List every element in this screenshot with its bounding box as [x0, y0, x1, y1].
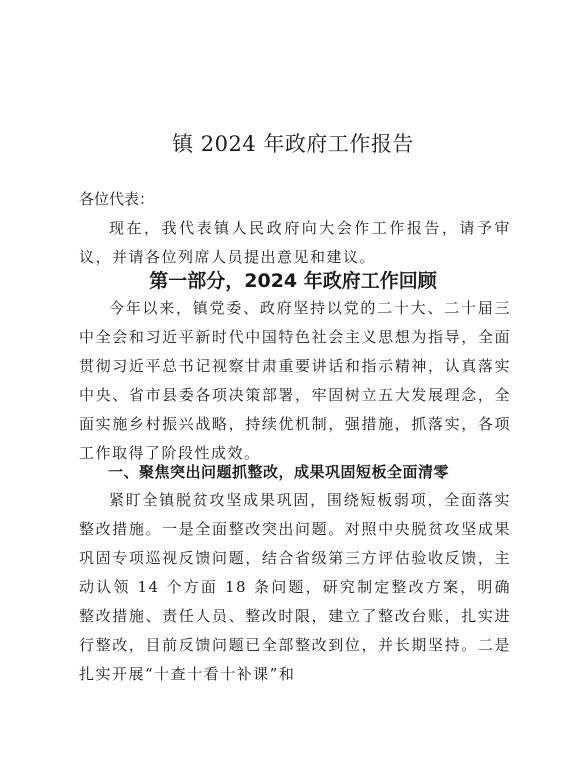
section-one-paragraph: 紧盯全镇脱贫攻坚成果巩固，围绕短板弱项，全面落实整改措施。一是全面整改突出问题。对照中央脱贫攻坚成果巩固专项巡视反馈问题，结合省级第三方评估验收反馈，主动认领 14 个方面 18 条问题，研究制定整改方案，明确整改措施、责任人员、整改时限，建立了整改台账，扎实进行整改，目前反馈问题已全部整改到位，并长期坚持。二是扎实开展“十查十看十补课”和 [79, 491, 511, 683]
part-one-heading: 第一部分，2024 年政府工作回顾 [149, 270, 437, 292]
overview-paragraph: 今年以来，镇党委、政府坚持以党的二十大、二十届三中全会和习近平新时代中国特色社会主义思想为指导，全面贯彻习近平总书记视察甘肃重要讲话和指示精神，认真落实中央、省市县委各项决策部署，牢固树立五大发展理念，全面实施乡村振兴战略，持续优机制，强措施，抓落实，各项工作取得了阶段性成效。 [79, 299, 511, 462]
document-title: 镇 2024 年政府工作报告 [172, 132, 414, 156]
section-one-heading: 一、聚焦突出问题抓整改，成果巩固短板全面清零 [108, 463, 450, 481]
salutation: 各位代表： [79, 190, 155, 208]
intro-paragraph: 现在，我代表镇人民政府向大会作工作报告，请予审议，并请各位列席人员提出意见和建议。 [79, 219, 511, 266]
